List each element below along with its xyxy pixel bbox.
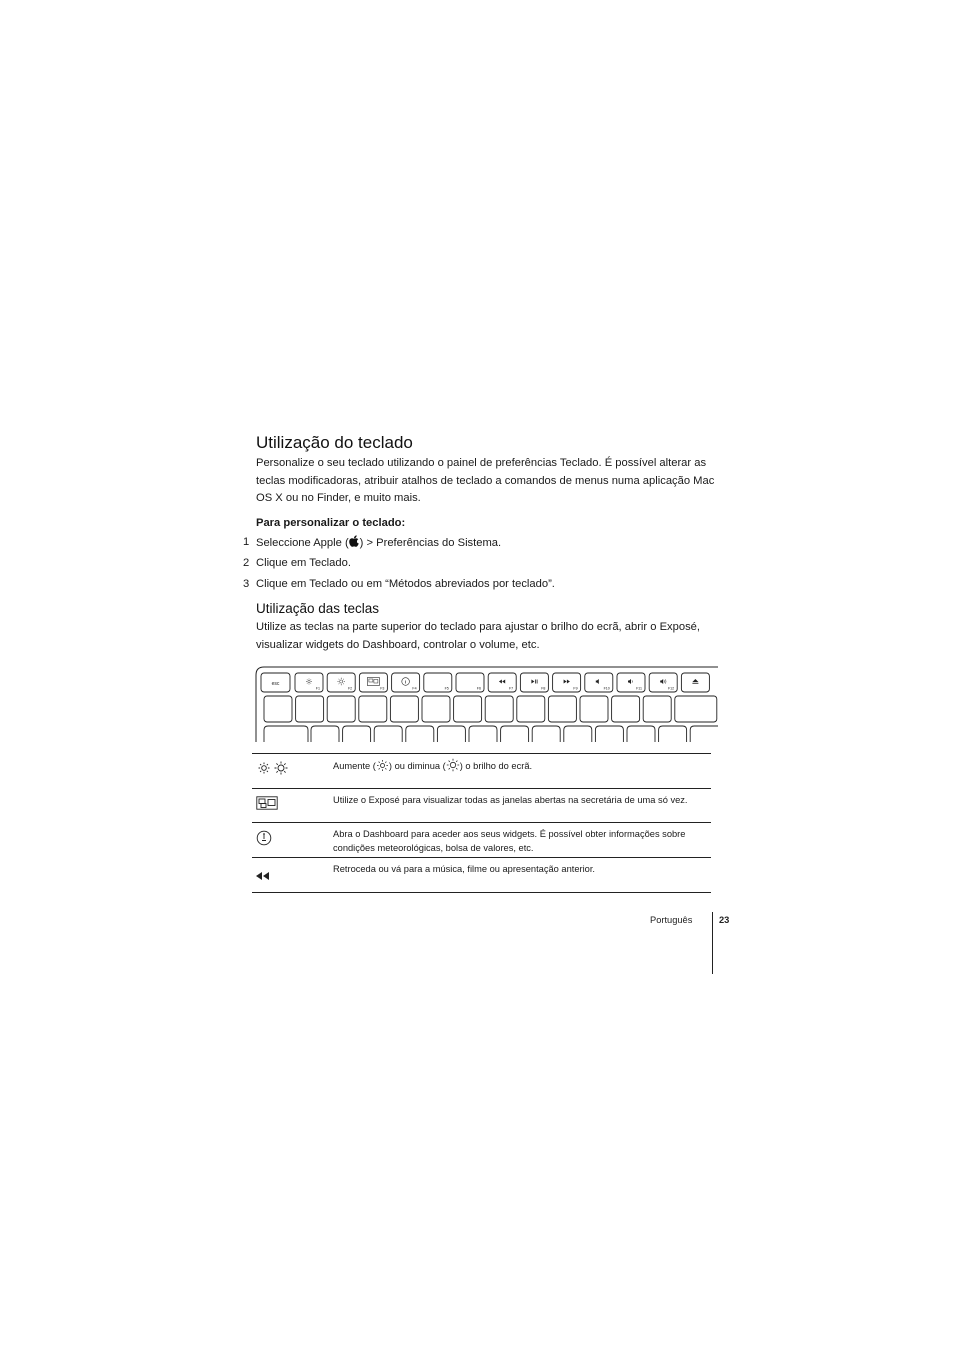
- page-title: Utilização do teclado: [256, 433, 413, 452]
- key: [659, 726, 687, 742]
- intro-paragraph: Personalize o seu teclado utilizando o painel de preferências Teclado. É possível alterar as teclas modificadoras, atribuir atalhos de teclado a comandos de menus numa aplicação Mac OS X ou no Finder, e muito mais.: [256, 457, 715, 504]
- rewind-icon: [256, 867, 270, 885]
- svg-text:F5: F5: [444, 686, 449, 691]
- function-key: [488, 673, 516, 692]
- key: [501, 726, 529, 742]
- key: [422, 696, 450, 722]
- apple-logo-icon: [349, 535, 360, 547]
- svg-text:F7: F7: [508, 686, 514, 691]
- function-key: [424, 673, 452, 692]
- svg-text:F1: F1: [315, 686, 320, 691]
- key: [374, 726, 402, 742]
- keyboard-illustration: [254, 666, 718, 742]
- keys-intro-paragraph: Utilize as teclas na parte superior do teclado para ajustar o brilho do ecrã, abrir o Exposé, visualizar widgets do Dashboard, controlar o volume, etc.: [256, 621, 701, 651]
- key: [627, 726, 655, 742]
- table-row: [252, 822, 711, 858]
- svg-text:esc: esc: [271, 681, 280, 687]
- key: [517, 696, 545, 722]
- brightness-up-icon: [376, 759, 389, 772]
- table-description: Retroceda ou vá para a música, filme ou apresentação anterior.: [333, 864, 596, 874]
- key: [643, 696, 671, 722]
- letter-key-row: [264, 726, 718, 742]
- key: [532, 726, 560, 742]
- footer-language: Português: [650, 915, 693, 925]
- key: [469, 726, 497, 742]
- function-key: [392, 673, 420, 692]
- step-number: 3: [243, 578, 250, 590]
- table-description: Utilize o Exposé para visualizar todas as janelas abertas na secretária de uma só vez.: [333, 795, 688, 805]
- function-key: [456, 673, 484, 692]
- svg-text:F6: F6: [476, 686, 481, 691]
- step-text: Clique em Teclado.: [256, 557, 351, 569]
- number-key-row: [264, 696, 717, 722]
- key: [327, 696, 355, 722]
- step-text: Clique em Teclado ou em “Métodos abreviados por teclado”.: [256, 578, 555, 590]
- key: [311, 726, 339, 742]
- key: [264, 696, 292, 722]
- svg-text:F8: F8: [541, 686, 546, 691]
- step-text: Seleccione Apple ( ) > Preferências do Sistema.: [256, 537, 502, 549]
- key: [580, 696, 608, 722]
- key: [406, 726, 434, 742]
- svg-text:F10: F10: [603, 686, 610, 691]
- svg-text:F9: F9: [573, 686, 578, 691]
- key: [454, 696, 482, 722]
- keys-heading: Utilização das teclas: [256, 601, 380, 616]
- brightness-down-icon: [446, 758, 460, 772]
- function-key: [520, 673, 548, 692]
- key: [437, 726, 465, 742]
- svg-text:F4: F4: [412, 686, 417, 691]
- function-key: [295, 673, 323, 692]
- key: [359, 696, 387, 722]
- key: [612, 696, 640, 722]
- dashboard-icon: [256, 830, 272, 851]
- key: [564, 726, 592, 742]
- eject-key: [681, 673, 709, 692]
- key: [343, 726, 371, 742]
- table-bottom-rule: [252, 892, 711, 893]
- function-key: [649, 673, 677, 692]
- function-key: [327, 673, 355, 692]
- svg-text:F11: F11: [636, 686, 642, 691]
- svg-text:F3: F3: [380, 686, 385, 691]
- footer-divider: [712, 912, 713, 974]
- expose-icon: [256, 796, 278, 815]
- procedure-heading: Para personalizar o teclado:: [256, 517, 406, 529]
- keyboard-svg: [254, 666, 718, 742]
- table-description: Aumente ( ) ou diminua ( ) o brilho do ecrã.: [333, 758, 708, 773]
- function-key: [585, 673, 613, 692]
- esc-key: [261, 673, 290, 692]
- key: [690, 726, 718, 742]
- key: [595, 726, 623, 742]
- table-row: [252, 788, 711, 823]
- page-number: 23: [719, 915, 730, 925]
- function-key: [617, 673, 645, 692]
- step-number: 2: [243, 557, 250, 569]
- svg-text:F2: F2: [347, 686, 353, 691]
- table-row: [252, 857, 711, 893]
- tab-key: [264, 726, 308, 742]
- function-key: [553, 673, 581, 692]
- step-number: 1: [243, 536, 250, 548]
- table-row: [252, 753, 711, 789]
- function-key: [359, 673, 387, 692]
- table-description: Abra o Dashboard para aceder aos seus widgets. É possível obter informações sobre condições meteorológicas, bolsa de valores, etc.: [333, 829, 686, 853]
- brightness-icon: [256, 760, 290, 781]
- delete-key: [675, 696, 717, 722]
- key: [548, 696, 576, 722]
- key: [485, 696, 513, 722]
- key: [296, 696, 324, 722]
- svg-text:F12: F12: [667, 686, 675, 691]
- key: [390, 696, 418, 722]
- function-key-row: [261, 673, 709, 692]
